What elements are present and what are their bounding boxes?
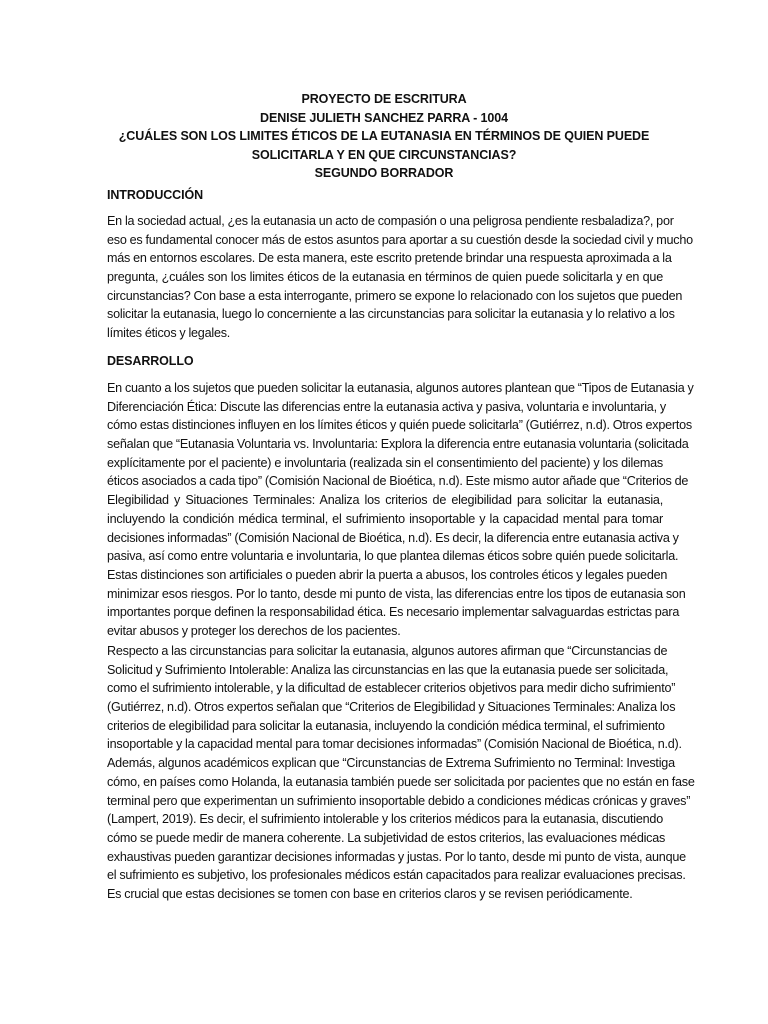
paragraph-line: insoportable y la capacidad mental para tomar decisiones informadas” (Comisión Nacional de Bioética, n.d). xyxy=(107,737,682,752)
paragraph-line: Estas distinciones son artificiales o pueden abrir la puerta a abusos, los controles éticos y legales pueden xyxy=(107,567,668,582)
paragraph-line: minimizar esos riesgos. Por lo tanto, desde mi punto de vista, las diferencias entre los tipos de eutanasia son xyxy=(107,586,686,601)
paragraph-line: incluyendo la condición médica terminal, el sufrimiento insoportable y la capacidad mental para tomar xyxy=(107,511,663,526)
paragraph-line: (Gutiérrez, n.d). Otros expertos señalan que “Criterios de Elegibilidad y Situaciones Terminales: Analiza los xyxy=(107,700,676,715)
paragraph-line: como el sufrimiento intolerable, y la dificultad de establecer criterios objetivos para medir dicho sufrimiento” xyxy=(107,681,676,696)
paragraph-line: terminal pero que experimentan un sufrimiento insoportable debido a condiciones médicas crónicas y graves” xyxy=(107,793,691,808)
paragraph-line: solicitar la eutanasia, luego lo concerniente a las circunstancias para solicitar la eutanasia y lo relativo a los xyxy=(107,307,675,322)
paragraph-line: pregunta, ¿cuáles son los limites éticos de la eutanasia en términos de quien puede solicitarla y en que xyxy=(107,270,663,285)
paragraph-line: (Lampert, 2019). Es decir, el sufrimiento intolerable y los criterios médicos para la eutanasia, discutiendo xyxy=(107,812,663,827)
paragraph-line: En cuanto a los sujetos que pueden solicitar la eutanasia, algunos autores plantean que “Tipos de Eutanasia y xyxy=(107,381,694,395)
question-title-line-2: SOLICITARLA Y EN QUE CIRCUNSTANCIAS? xyxy=(251,147,517,162)
paragraph-line: Solicitud y Sufrimiento Intolerable: Analiza las circunstancias en las que la eutanasia puede ser solicitada, xyxy=(107,662,669,677)
paragraph-line: evitar abusos y proteger los derechos de los pacientes. xyxy=(107,623,401,638)
paragraph-line: cómo estas distinciones influyen en los límites éticos y quién puede solicitarla” (Gutiérrez, n.d). Otros expertos xyxy=(107,418,692,433)
paragraph-line: circunstancias? Con base a esta interrogante, primero se expone lo relacionado con los sujetos que pueden xyxy=(107,288,683,303)
development-paragraph-1 xyxy=(107,379,694,641)
development-heading: DESARROLLO xyxy=(107,354,194,368)
paragraph-line: más en entornos escolares. De esta manera, este escrito pretende brindar una respuesta aproximada a la xyxy=(107,251,672,266)
intro-paragraph xyxy=(107,212,693,343)
paragraph-line: Elegibilidad y Situaciones Terminales: Analiza los criterios de elegibilidad para solicitar la eutanasia, xyxy=(107,493,663,508)
author-line: DENISE JULIETH SANCHEZ PARRA - 1004 xyxy=(260,110,508,125)
paragraph-line: Es crucial que estas decisiones se tomen con base en criterios claros y se revisen periódicamente. xyxy=(107,886,633,901)
paragraph-line: importantes porque definen la responsabilidad ética. Es necesario implementar salvaguardas estrictas para xyxy=(107,605,680,620)
paragraph-line: decisiones informadas” (Comisión Nacional de Bioética, n.d). Es decir, la diferencia entre eutanasia activa y xyxy=(107,530,679,545)
paragraph-line: exhaustivas pueden garantizar decisiones informadas y justas. Por lo tanto, desde mi punto de vista, aunque xyxy=(107,849,686,864)
paragraph-line: éticos asociados a cada tipo” (Comisión Nacional de Bioética, n.d). Este mismo autor añade que “Criterios de xyxy=(107,474,689,489)
question-title-line-1: ¿CUÁLES SON LOS LIMITES ÉTICOS DE LA EUTANASIA EN TÉRMINOS DE QUIEN PUEDE xyxy=(118,129,650,144)
paragraph-line: límites éticos y legales. xyxy=(107,326,231,341)
intro-heading: INTRODUCCIÓN xyxy=(107,188,204,202)
paragraph-line: Respecto a las circunstancias para solicitar la eutanasia, algunos autores afirman que “Circunstancias de xyxy=(107,644,668,658)
paragraph-line: señalan que “Eutanasia Voluntaria vs. Involuntaria: Explora la diferencia entre eutanasia voluntaria (solicitada xyxy=(107,437,689,452)
paragraph-line: explícitamente por el paciente) e involuntaria (realizada sin el consentimiento del paciente) y los dilemas xyxy=(107,455,663,470)
paragraph-line: el sufrimiento es subjetivo, los profesionales médicos están capacitados para realizar evaluaciones precisas. xyxy=(107,868,686,883)
development-paragraph-2 xyxy=(107,642,695,904)
paragraph-line: Además, algunos académicos explican que “Circunstancias de Extrema Sufrimiento no Terminal: Investiga xyxy=(107,756,675,771)
paragraph-line: Diferenciación Ética: Discute las diferencias entre la eutanasia activa y pasiva, voluntaria e involuntaria, y xyxy=(107,399,666,414)
paragraph-line: cómo, en países como Holanda, la eutanasia también puede ser solicitada por pacientes que no están en fase xyxy=(107,774,695,789)
document-header xyxy=(100,90,668,183)
paragraph-line: pasiva, así como entre voluntaria e involuntaria, lo que plantea dilemas éticos sobre quién puede solicitarla. xyxy=(107,549,679,564)
paragraph-line: criterios de elegibilidad para solicitar la eutanasia, incluyendo la condición médica terminal, el sufrimiento xyxy=(107,718,665,733)
paragraph-line: En la sociedad actual, ¿es la eutanasia un acto de compasión o una peligrosa pendiente resbaladiza?, por xyxy=(107,214,674,228)
project-title: PROYECTO DE ESCRITURA xyxy=(301,92,467,106)
paragraph-line: eso es fundamental conocer más de estos asuntos para aportar a su cuestión desde la sociedad civil y mucho xyxy=(107,232,693,247)
draft-label: SEGUNDO BORRADOR xyxy=(314,166,454,181)
paragraph-line: cómo se puede medir de manera coherente. La subjetividad de estos criterios, las evaluaciones médicas xyxy=(107,830,666,845)
